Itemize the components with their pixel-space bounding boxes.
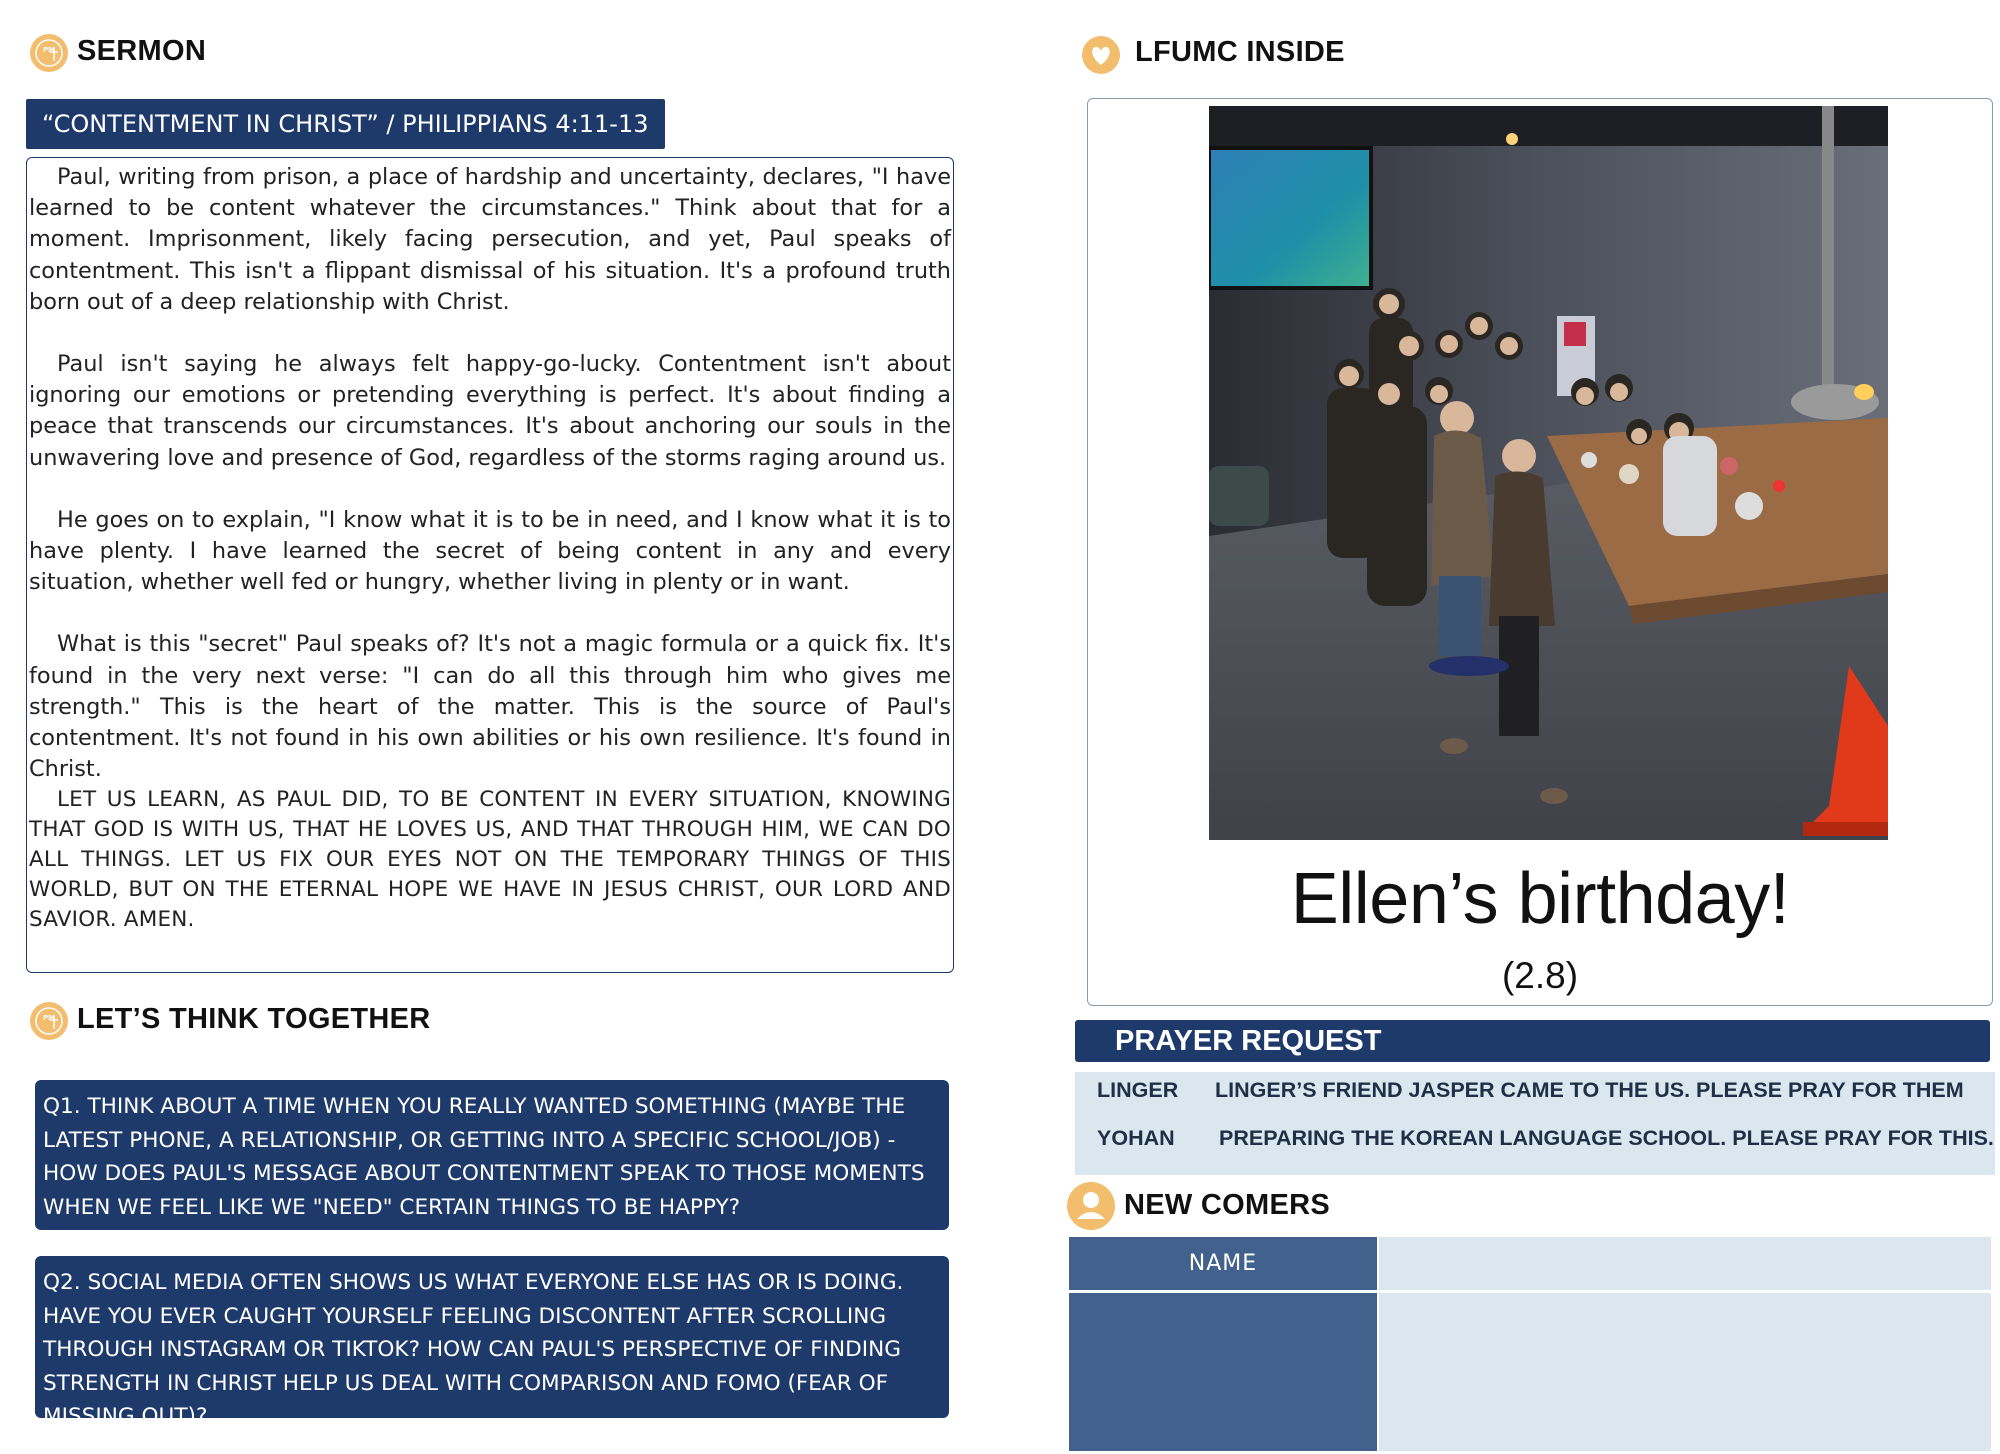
- prayer-name-2: YOHAN: [1097, 1126, 1175, 1150]
- newcomers-name-value-header: [1379, 1237, 1991, 1290]
- svg-text:PM: PM: [43, 46, 56, 54]
- sermon-reference: “CONTENTMENT IN CHRIST” / PHILIPPIANS 4:11-13: [26, 99, 665, 149]
- sermon-paragraph-4: What is this "secret" Paul speaks of? It's not a magic formula or a quick fix. It's found in the very next verse: "I can do all this through him who gives me strength." This is the heart of the matter. This is the source of Paul's contentment. It's not found in his own abilities or his own resilience. It's found in Christ.: [29, 631, 951, 783]
- heart-icon: [1081, 35, 1121, 75]
- sermon-paragraph-2: Paul isn't saying he always felt happy-go-lucky. Contentment isn't about ignoring our emotions or pretending everything is perfect. It's about finding a peace that transcends our circumstances. It's about anchoring our souls in the unwavering love and presence of God, regardless of the storms raging around us.: [29, 351, 951, 471]
- sermon-heading: SERMON: [77, 35, 207, 67]
- birthday-photo: [1209, 106, 1888, 840]
- sermon-paragraph-3: He goes on to explain, "I know what it is to be in need, and I know what it is to have plenty. I have learned the secret of being content in any and every situation, whether well fed or hungry, whether living in plenty or in want.: [29, 506, 951, 596]
- newcomers-heading: NEW COMERS: [1124, 1189, 1330, 1221]
- birthday-date: (2.8): [1501, 955, 1579, 996]
- question-2: Q2. SOCIAL MEDIA OFTEN SHOWS US WHAT EVERYONE ELSE HAS OR IS DOING. HAVE YOU EVER CAUGHT YOURSELF FEELING DISCONTENT AFTER SCROLLING THROUGH INSTAGRAM OR TIKTOK? HOW CAN PAUL'S PERSPECTIVE OF FINDING STRENGTH IN CHRIST HELP US DEAL WITH COMPARISON AND FOMO (FEAR OF MISSING OUT)?: [35, 1256, 949, 1418]
- prayer-request-bar: PRAYER REQUEST: [1075, 1020, 1990, 1062]
- prayer-text-2: PREPARING THE KOREAN LANGUAGE SCHOOL. PLEASE PRAY FOR THIS.: [1219, 1126, 1994, 1150]
- birthday-caption: Ellen’s birthday!: [1290, 859, 1790, 939]
- pm-cross-icon: [30, 1002, 68, 1040]
- sermon-paragraph-1: Paul, writing from prison, a place of hardship and uncertainty, declares, "I have learned to be content whatever the circumstances." Think about that for a moment. Imprisonment, likely facing persecution, and yet, Paul speaks of contentment. This isn't a flippant dismissal of his situation. It's a profound truth born out of a deep relationship with Christ.: [29, 164, 951, 315]
- pm-cross-icon: [30, 34, 68, 72]
- prayer-text-1: LINGER’S FRIEND JASPER CAME TO THE US. PLEASE PRAY FOR THEM: [1215, 1078, 1964, 1102]
- inside-heading: LFUMC INSIDE: [1135, 36, 1345, 68]
- prayer-name-1: LINGER: [1097, 1078, 1179, 1102]
- sermon-closing: LET US LEARN, AS PAUL DID, TO BE CONTENT IN EVERY SITUATION, KNOWING THAT GOD IS WITH US, THAT HE LOVES US, AND THAT THROUGH HIM, WE CAN DO ALL THINGS. LET US FIX OUR EYES NOT ON THE TEMPORARY THINGS OF THIS WORLD, BUT ON THE ETERNAL HOPE WE HAVE IN JESUS CHRIST, OUR LORD AND SAVIOR. AMEN.: [29, 787, 951, 933]
- think-heading: LET’S THINK TOGETHER: [77, 1003, 431, 1035]
- svg-text:PM: PM: [43, 1014, 56, 1022]
- newcomers-row-label: [1069, 1293, 1377, 1451]
- newcomers-name-header: NAME: [1069, 1237, 1377, 1290]
- question-1: Q1. THINK ABOUT A TIME WHEN YOU REALLY WANTED SOMETHING (MAYBE THE LATEST PHONE, A RELATIONSHIP, OR GETTING INTO A SPECIFIC SCHOOL/JOB) - HOW DOES PAUL'S MESSAGE ABOUT CONTENTMENT SPEAK TO THOSE MOMENTS WHEN WE FEEL LIKE WE "NEED" CERTAIN THINGS TO BE HAPPY?: [35, 1080, 949, 1230]
- person-icon: [1066, 1181, 1116, 1231]
- newcomers-row-value[interactable]: [1379, 1293, 1991, 1451]
- sermon-text-box: [26, 157, 954, 973]
